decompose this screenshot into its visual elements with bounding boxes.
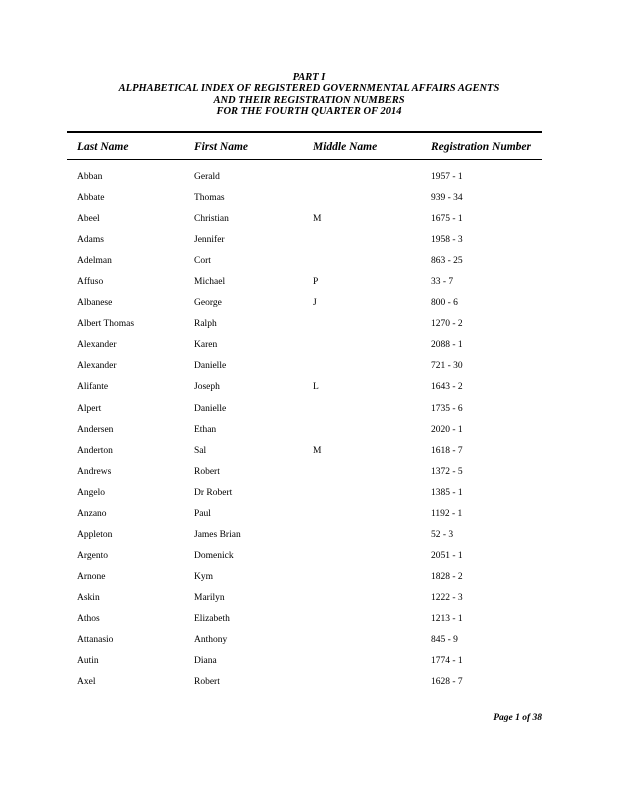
last-name-cell: Adelman xyxy=(77,256,112,267)
first-name-cell: Robert xyxy=(194,677,220,688)
first-name-cell: Kym xyxy=(194,571,213,582)
registration-number-cell: 1385 - 1 xyxy=(431,487,463,498)
registration-number-cell: 1643 - 2 xyxy=(431,382,463,393)
table-row xyxy=(0,590,618,611)
first-name-cell: Anthony xyxy=(194,635,228,646)
first-name-cell: Paul xyxy=(194,508,211,519)
registration-number-cell: 1958 - 3 xyxy=(431,235,463,246)
title-index: ALPHABETICAL INDEX OF REGISTERED GOVERNMENTAL AFFAIRS AGENTS xyxy=(118,83,500,95)
registration-number-cell: 1192 - 1 xyxy=(431,508,463,519)
first-name-cell: Karen xyxy=(194,340,218,351)
registration-number-cell: 33 - 7 xyxy=(431,277,454,288)
document-title-block xyxy=(0,72,618,118)
first-name-cell: Jennifer xyxy=(194,235,225,246)
registration-number-cell: 1735 - 6 xyxy=(431,403,463,414)
first-name-cell: Christian xyxy=(194,214,229,225)
table-row xyxy=(0,379,618,400)
last-name-cell: Appleton xyxy=(77,529,113,540)
table-row xyxy=(0,169,618,190)
last-name-cell: Alexander xyxy=(77,361,117,372)
page-number: Page 1 of 38 xyxy=(493,713,542,723)
first-name-cell: Elizabeth xyxy=(194,613,230,624)
first-name-cell: Cort xyxy=(194,256,211,267)
last-name-cell: Albanese xyxy=(77,298,113,309)
middle-name-cell: M xyxy=(313,214,322,225)
first-name-cell: Ethan xyxy=(194,424,217,435)
first-name-cell: Danielle xyxy=(194,403,227,414)
table-row xyxy=(0,443,618,464)
table-row xyxy=(0,337,618,358)
registration-number-cell: 1628 - 7 xyxy=(431,677,463,688)
last-name-cell: Anderton xyxy=(77,445,113,456)
first-name-cell: Sal xyxy=(194,445,207,456)
last-name-cell: Andrews xyxy=(77,466,112,477)
registration-number-cell: 1957 - 1 xyxy=(431,172,463,182)
first-name-cell: Marilyn xyxy=(194,592,225,603)
last-name-cell: Abbate xyxy=(77,193,105,204)
table-row xyxy=(0,253,618,274)
last-name-cell: Axel xyxy=(77,677,96,688)
table-row xyxy=(0,485,618,506)
last-name-cell: Adams xyxy=(77,235,104,246)
table-row xyxy=(0,569,618,590)
table-row xyxy=(0,401,618,422)
column-header-middle-name: Middle Name xyxy=(313,141,378,153)
registration-number-cell: 863 - 25 xyxy=(431,256,463,267)
first-name-cell: George xyxy=(194,298,222,309)
first-name-cell: Domenick xyxy=(194,550,234,561)
table-row xyxy=(0,674,618,695)
registration-number-cell: 1222 - 3 xyxy=(431,592,463,603)
table-row xyxy=(0,211,618,232)
table-row xyxy=(0,632,618,653)
last-name-cell: Alpert xyxy=(77,403,102,414)
last-name-cell: Angelo xyxy=(77,487,105,498)
first-name-cell: Gerald xyxy=(194,172,220,182)
header-bottom-rule xyxy=(67,159,542,160)
registration-number-cell: 2020 - 1 xyxy=(431,424,463,435)
last-name-cell: Abban xyxy=(77,172,103,182)
last-name-cell: Anzano xyxy=(77,508,107,519)
last-name-cell: Alifante xyxy=(77,382,109,393)
first-name-cell: Michael xyxy=(194,277,226,288)
first-name-cell: Danielle xyxy=(194,361,227,372)
registration-number-cell: 1774 - 1 xyxy=(431,656,463,667)
registration-number-cell: 1270 - 2 xyxy=(431,319,463,330)
table-row xyxy=(0,232,618,253)
first-name-cell: Dr Robert xyxy=(194,487,233,498)
table-row xyxy=(0,190,618,211)
registration-number-cell: 1675 - 1 xyxy=(431,214,463,225)
column-header-registration-number: Registration Number xyxy=(431,141,532,153)
title-part: PART I xyxy=(292,72,326,83)
first-name-cell: James Brian xyxy=(194,529,241,540)
last-name-cell: Albert Thomas xyxy=(77,319,135,330)
registration-number-cell: 52 - 3 xyxy=(431,529,454,540)
last-name-cell: Askin xyxy=(77,592,100,603)
last-name-cell: Andersen xyxy=(77,424,114,435)
last-name-cell: Affuso xyxy=(77,277,104,288)
registration-number-cell: 1618 - 7 xyxy=(431,445,463,456)
registration-number-cell: 2088 - 1 xyxy=(431,340,463,351)
registration-number-cell: 1213 - 1 xyxy=(431,613,463,624)
table-row xyxy=(0,653,618,674)
table-row xyxy=(0,611,618,632)
middle-name-cell: P xyxy=(313,277,319,288)
first-name-cell: Thomas xyxy=(194,193,225,204)
last-name-cell: Athos xyxy=(77,613,100,624)
title-period: FOR THE FOURTH QUARTER OF 2014 xyxy=(216,106,402,118)
table-row xyxy=(0,506,618,527)
table-row xyxy=(0,316,618,337)
registration-number-cell: 1828 - 2 xyxy=(431,571,463,582)
first-name-cell: Diana xyxy=(194,656,217,667)
column-header-first-name: First Name xyxy=(194,141,248,153)
table-row xyxy=(0,422,618,443)
registration-number-cell: 800 - 6 xyxy=(431,298,458,309)
middle-name-cell: L xyxy=(313,382,319,393)
last-name-cell: Argento xyxy=(77,550,108,561)
title-subtitle: AND THEIR REGISTRATION NUMBERS xyxy=(213,94,405,106)
middle-name-cell: J xyxy=(313,298,317,309)
registration-number-cell: 939 - 34 xyxy=(431,193,463,204)
last-name-cell: Alexander xyxy=(77,340,117,351)
first-name-cell: Robert xyxy=(194,466,220,477)
agent-table-body xyxy=(0,169,618,695)
table-row xyxy=(0,358,618,379)
last-name-cell: Arnone xyxy=(77,571,106,582)
last-name-cell: Attanasio xyxy=(77,635,114,646)
table-row xyxy=(0,548,618,569)
table-row xyxy=(0,527,618,548)
registration-number-cell: 2051 - 1 xyxy=(431,550,463,561)
last-name-cell: Abeel xyxy=(77,214,100,225)
middle-name-cell: M xyxy=(313,445,322,456)
header-top-rule xyxy=(67,131,542,133)
column-header-last-name: Last Name xyxy=(77,141,129,153)
table-row xyxy=(0,295,618,316)
registration-number-cell: 721 - 30 xyxy=(431,361,463,372)
registration-number-cell: 1372 - 5 xyxy=(431,466,463,477)
table-row xyxy=(0,274,618,295)
first-name-cell: Ralph xyxy=(194,319,217,330)
first-name-cell: Joseph xyxy=(194,382,220,393)
table-row xyxy=(0,464,618,485)
last-name-cell: Autin xyxy=(77,656,99,667)
registration-number-cell: 845 - 9 xyxy=(431,635,458,646)
